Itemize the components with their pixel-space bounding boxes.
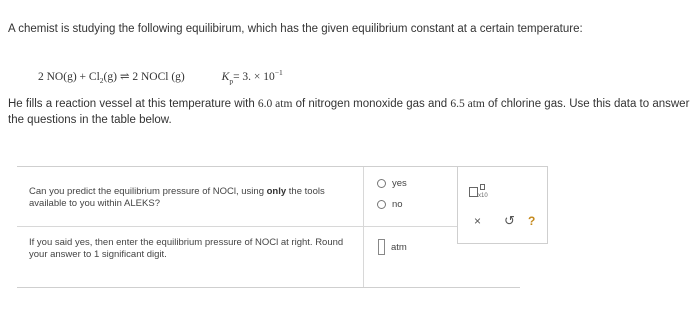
clear-icon[interactable]: × bbox=[474, 214, 482, 228]
row-divider bbox=[17, 226, 520, 227]
equilibrium-constant bbox=[221, 68, 283, 86]
radio-yes[interactable] bbox=[377, 179, 386, 188]
problem-paragraph bbox=[8, 96, 692, 128]
base-box bbox=[469, 187, 478, 197]
help-icon[interactable]: ? bbox=[528, 214, 536, 228]
column-divider bbox=[363, 167, 364, 287]
chemical-equation bbox=[38, 68, 283, 85]
answer-group bbox=[378, 239, 407, 255]
option-yes[interactable] bbox=[377, 178, 407, 189]
answer-unit: atm bbox=[391, 241, 407, 253]
exponent-box bbox=[480, 184, 485, 190]
cl-pressure: 6.5 atm bbox=[450, 98, 485, 110]
paragraph-part1: He fills a reaction vessel at this temperature with bbox=[8, 98, 258, 110]
paragraph-part2: of nitrogen monoxide gas and bbox=[292, 98, 451, 110]
product-nocl: 2 NOCl bbox=[132, 70, 169, 83]
x10-label: x10 bbox=[478, 193, 488, 199]
question-enter-pressure: If you said yes, then enter the equilibrium pressure of NOCl at right. Round your answer to 1 significant digit. bbox=[29, 237, 344, 260]
plus-sign: + bbox=[76, 70, 89, 83]
intro-text: A chemist is studying the following equilibirum, which has the given equilibrium constant at a certain temperature: bbox=[8, 23, 583, 35]
option-no[interactable] bbox=[377, 199, 403, 210]
q1-part1: Can you predict the equilibrium pressure of NOCl, using bbox=[29, 186, 267, 197]
q1-part2: the tools available to you within ALEKS? bbox=[29, 186, 325, 209]
k-value: = 3. × 10 bbox=[233, 70, 275, 83]
reactant-cl-state: (g) bbox=[103, 70, 117, 83]
product-state: (g) bbox=[171, 70, 185, 83]
paragraph-part3: of chlorine gas. Use this data to answer the questions in the table below. bbox=[8, 98, 690, 126]
reactant-cl-subscript: 2 bbox=[99, 76, 104, 86]
q1-only: only bbox=[266, 186, 287, 197]
reactant-cl: Cl bbox=[88, 70, 100, 83]
k-symbol: K bbox=[221, 70, 230, 83]
k-exponent: −1 bbox=[274, 68, 283, 77]
superscript-icon[interactable] bbox=[469, 184, 489, 198]
k-subscript: p bbox=[229, 76, 234, 86]
reactant-no-state: (g) bbox=[63, 70, 77, 83]
option-no-label: no bbox=[392, 199, 403, 210]
undo-icon[interactable]: ↺ bbox=[504, 213, 515, 228]
math-toolbar bbox=[457, 166, 548, 244]
question-predict bbox=[29, 186, 359, 210]
no-pressure: 6.0 atm bbox=[257, 98, 293, 110]
question-table bbox=[17, 166, 520, 288]
reactant-no: 2 NO bbox=[38, 70, 64, 83]
radio-no[interactable] bbox=[377, 200, 386, 209]
pressure-answer-input[interactable] bbox=[378, 239, 385, 255]
option-yes-label: yes bbox=[392, 178, 407, 189]
equilibrium-arrow: ⇌ bbox=[119, 70, 130, 83]
